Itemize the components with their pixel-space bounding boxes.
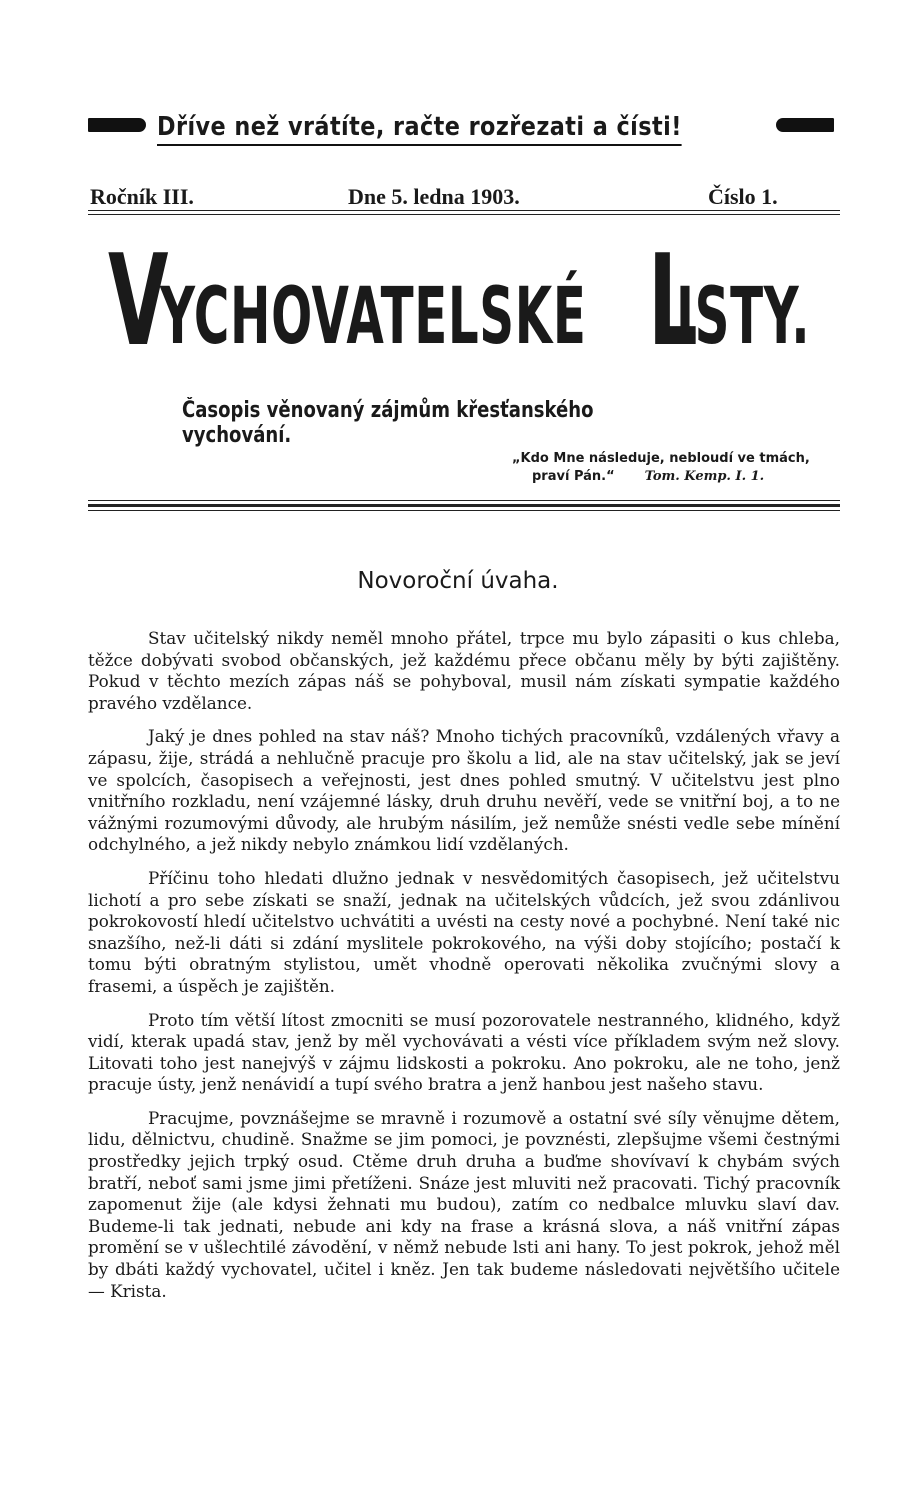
masthead-initial: V [108, 227, 169, 374]
divider [88, 214, 840, 215]
paragraph: Pracujme, povznášejme se mravně i rozumově a ostatní své síly věnujme dětem, lidu, dělnictvu, chudině. Snažme se jim pomoci, je povznésti, zlepšujme všemi čestnými prostředky jejich trpký osud. Ctěme druh druha a buďme shovívaví k chybám svých bratří, neboť sami jsme jimi přetíženi. Snáze jest mluviti než pracovati. Tichý pracovník zapomenut žije (ale kdysi žehnati mu budou), zatím co nedbalce mluvku slaví dav. Budeme-li tak jednati, nebude ani kdy na frase a krásná slova, a náš vnitřní zápas promění se v ušlechtilé závodění, v němž nebude lsti ani hany. To jest pokrok, jehož měl by dbáti každý vychovatel, učitel i kněz. Jen tak budeme následovati největšího učitele — Krista. [88, 1107, 840, 1301]
paragraph: Stav učitelský nikdy neměl mnoho přátel, trpce mu bylo zápasiti o kus chleba, těžce dobývati svobod občanských, jež každému přece občanu měly by býti zajištěny. Pokud v těchto mezích zápas náš se pohyboval, musil nám získati sympatie každého pravého vzdělance. [88, 628, 840, 713]
journal-subtitle: Časopis věnovaný zájmům křesťanského vychování. [182, 398, 594, 448]
motto-line-2: praví Pán.“ [532, 469, 615, 484]
paragraph: Proto tím větší lítost zmocniti se musí pozorovatele nestranného, klidného, když vidí, kterak upadá stav, jenž by měl vychovávati a vésti více příkladem svým než slovy. Litovati toho jest nanejvýš v zájmu lidskosti a pokroku. Ano pokroku, ale ne toho, jenž pracuje ústy, jenž nenávidí a tupí svého bratra a jenž hanbou jest našeho stavu. [88, 1009, 840, 1095]
masthead-initial: L [648, 227, 698, 374]
masthead-word-2: ISTY. [676, 272, 811, 362]
paragraph: Příčinu toho hledati dlužno jednak v nesvědomitých časopisech, jež učitelstvu lichotí a pro sebe získati se snaží, jednak na učitelských vůdcích, jež svou zdánlivou pokrokovostí hledí učitelstvo uchvátiti a uvésti na cesty nové a pochybné. Není také nic snazšího, než-li dáti si zdání myslitele pokrokového, na výši doby stojícího; postačí k tomu býti obratným stylistou, umět vhodně operovati několika zvučnými slovy a frasemi, a úspěch je zajištěn. [88, 867, 840, 996]
masthead-title [108, 227, 868, 374]
pointing-hand-icon [88, 118, 146, 132]
motto-line-1: „Kdo Mne následuje, nebloudí ve tmách, [512, 451, 810, 466]
pointing-hand-left-icon [776, 118, 834, 132]
masthead-word-1: YCHOVATELSKÉ [160, 272, 587, 362]
issue-date: Dne 5. ledna 1903. [348, 184, 520, 209]
article-body [88, 628, 840, 1314]
divider [88, 210, 840, 211]
paragraph: Jaký je dnes pohled na stav náš? Mnoho tichých pracovníků, vzdálených vřavy a zápasu, žije, strádá a nehlučně pracuje pro školu a lid, ale na stav učitelský, jak se jeví ve spolcích, časopisech a veřejnosti, jest dnes pohled smutný. V učitelstvu jest plno vnitřního rozkladu, není vzájemné lásky, druh druhu nevěří, vede se vnitřní boj, a to ne vážnými rozumovými důvody, ale hrubým násilím, jež nemůže snésti vedle sebe mínění odchylného, a jež nikdy nebylo známkou lidí vzdělaných. [88, 726, 840, 855]
notice-banner [88, 112, 840, 148]
notice-text: Dříve než vrátíte, račte rozřezati a čísti! [157, 112, 682, 146]
issue-number: Číslo 1. [708, 184, 778, 209]
motto [512, 450, 852, 486]
volume-label: Ročník III. [90, 184, 194, 209]
motto-citation: Tom. Kemp. I. 1. [644, 469, 765, 484]
divider [88, 504, 840, 507]
divider [88, 510, 840, 511]
article-title: Novoroční úvaha. [357, 568, 559, 594]
divider [88, 500, 840, 501]
